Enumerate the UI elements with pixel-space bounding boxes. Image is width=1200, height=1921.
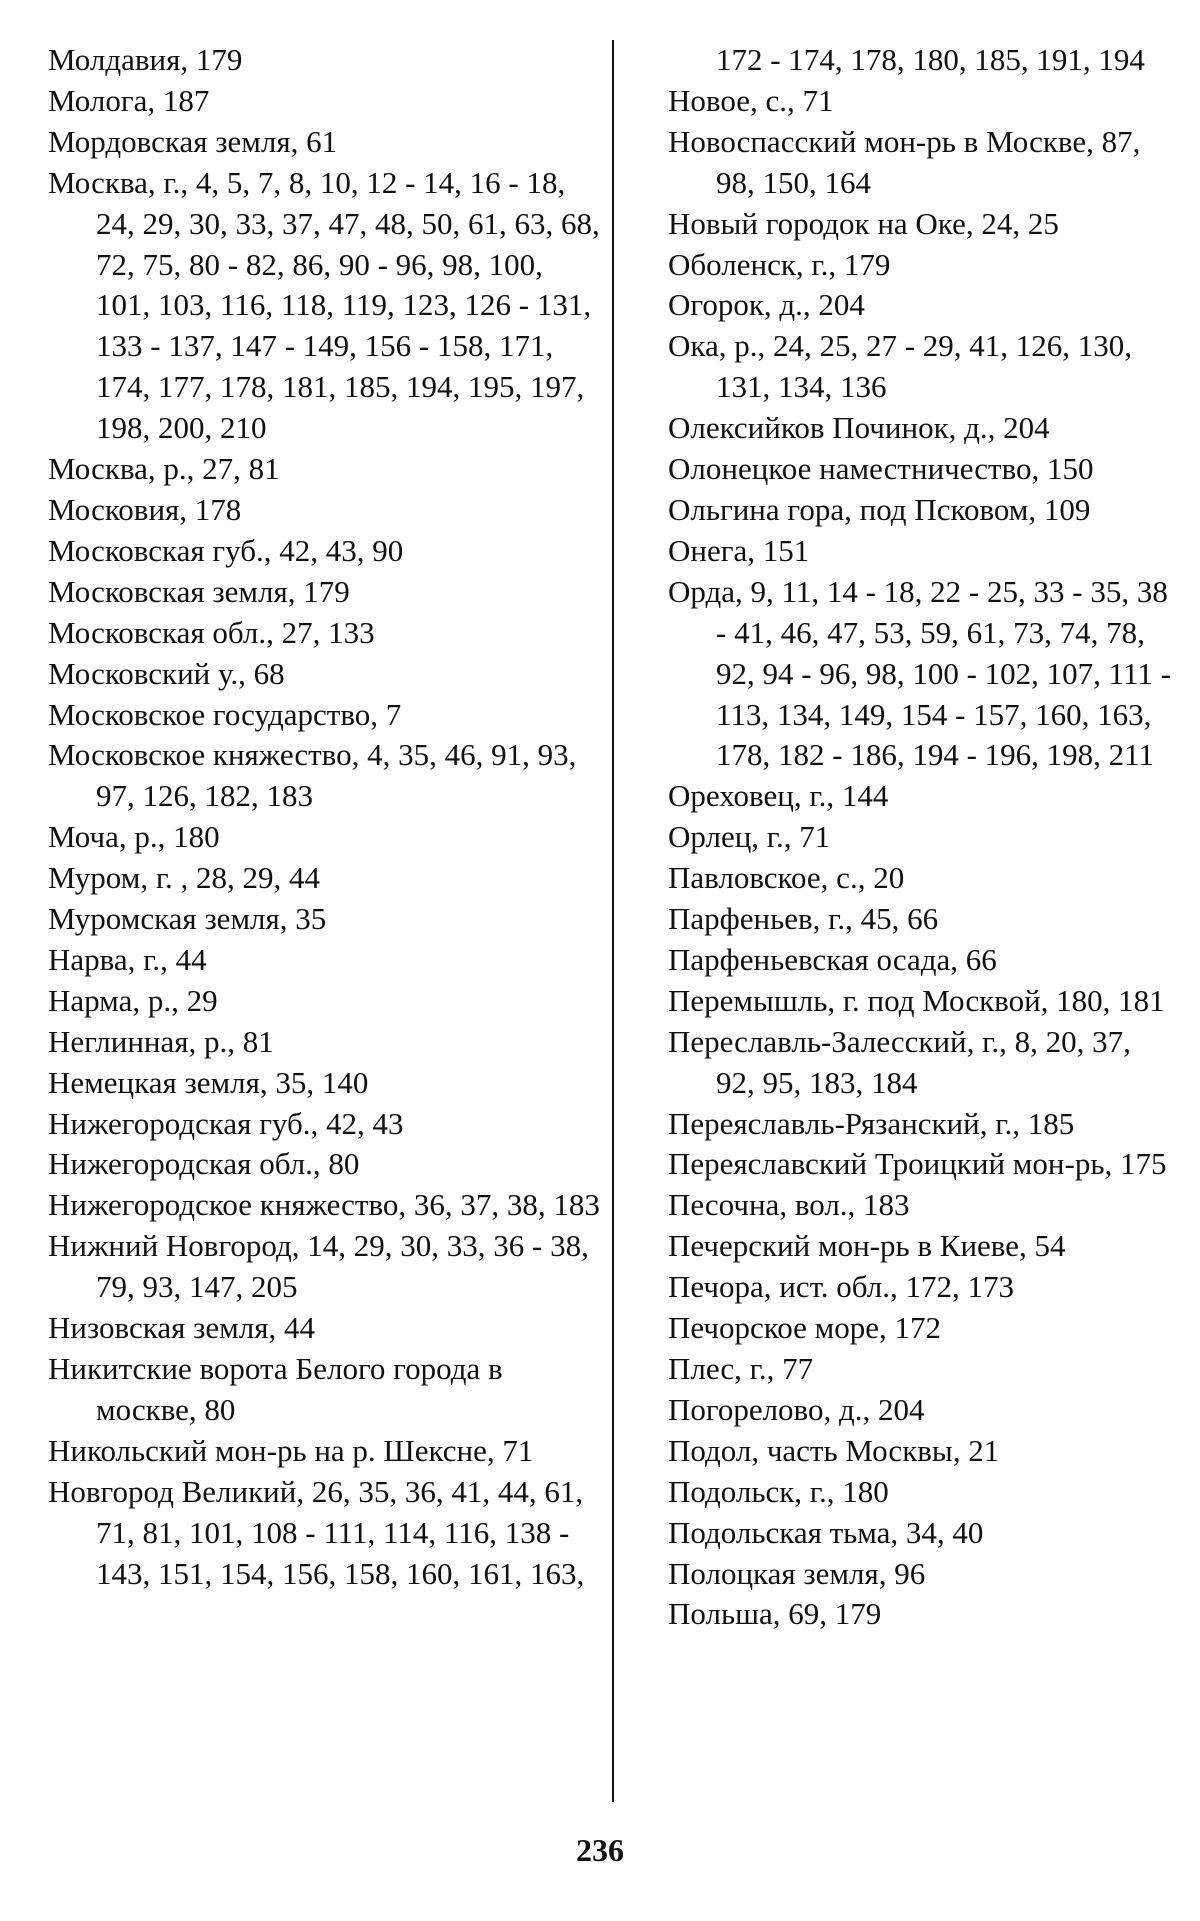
index-entry: Огорок, д., 204: [668, 287, 865, 323]
index-entry: Парфеньевская осада, 66: [668, 941, 997, 977]
index-entry: Польша, 69, 179: [668, 1596, 882, 1632]
index-entry: Печорское море, 172: [668, 1310, 941, 1346]
index-entry: Подольская тьма, 34, 40: [668, 1514, 984, 1550]
index-entry: 172 - 174, 178, 180, 185, 191, 194: [716, 42, 1145, 77]
index-entry: Печерский мон-рь в Киеве, 54: [668, 1228, 1066, 1264]
index-entry: Молдавия, 179: [48, 42, 243, 77]
column-divider: [612, 40, 614, 1802]
index-entry: Олонецкое наместничество, 150: [668, 451, 1094, 487]
index-entry: Московская губ., 42, 43, 90: [48, 532, 404, 568]
index-entry: Подол, часть Москвы, 21: [668, 1432, 1000, 1468]
index-entry: Ока, р., 24, 25, 27 - 29, 41, 126, 130, 131, 134, 136: [668, 328, 1133, 405]
index-entry: Муром, г. , 28, 29, 44: [48, 860, 321, 896]
index-entry: Печора, ист. обл., 172, 173: [668, 1269, 1015, 1305]
index-entry: Новый городок на Оке, 24, 25: [668, 205, 1059, 241]
index-entry: Онега, 151: [668, 532, 810, 568]
index-entry: Подольск, г., 180: [668, 1473, 889, 1509]
index-entry: Московское княжество, 4, 35, 46, 91, 93, 97, 126, 182, 183: [48, 737, 577, 814]
index-entry: Ореховец, г., 144: [668, 778, 889, 814]
index-entry: Московское государство, 7: [48, 696, 402, 732]
index-entry: Молога, 187: [48, 82, 210, 118]
index-entry: Плес, г., 77: [668, 1351, 814, 1386]
index-entry: Московия, 178: [48, 491, 242, 527]
index-entry: Московская обл., 27, 133: [48, 614, 375, 650]
index-entry: Полоцкая земля, 96: [668, 1555, 926, 1591]
index-entry: Олексийков Починок, д., 204: [668, 410, 1050, 446]
index-entry: Погорелово, д., 204: [668, 1391, 925, 1427]
index-entry: Оболенск, г., 179: [668, 246, 891, 282]
index-entry: Немецкая земля, 35, 140: [48, 1064, 369, 1100]
index-entry: Перемышль, г. под Москвой, 180, 181: [668, 982, 1165, 1018]
page-number: 236: [576, 1832, 624, 1868]
index-entry: Нарва, г., 44: [48, 941, 207, 977]
index-entry: Никитские ворота Белого города в москве, 80: [48, 1351, 503, 1427]
index-entry: Муромская земля, 35: [48, 901, 327, 937]
index-entry: Московская земля, 179: [48, 573, 350, 609]
index-entry: Новгород Великий, 26, 35, 36, 41, 44, 61, 71, 81, 101, 108 - 111, 114, 116, 138 - 143, 151, 154, 156, 158, 160, 161, 163,: [48, 1473, 585, 1591]
index-entry: Орлец, г., 71: [668, 819, 831, 855]
index-entry: Московский у., 68: [48, 655, 285, 691]
index-entry: Москва, р., 27, 81: [48, 451, 280, 487]
index-entry: Павловское, с., 20: [668, 860, 905, 896]
index-entry: Мордовская земля, 61: [48, 123, 338, 159]
index-entry: Никольский мон-рь на р. Шексне, 71: [48, 1432, 534, 1468]
index-entry: Переяславль-Рязанский, г., 185: [668, 1105, 1075, 1141]
index-entry: Новое, с., 71: [668, 82, 834, 118]
index-entry: Ольгина гора, под Псковом, 109: [668, 491, 1091, 527]
index-entry: Моча, р., 180: [48, 819, 220, 855]
index-column-right: [668, 40, 1173, 1635]
index-entry: Нижний Новгород, 14, 29, 30, 33, 36 - 38, 79, 93, 147, 205: [48, 1228, 589, 1305]
index-entry: Переяславский Троицкий мон-рь, 175: [668, 1146, 1167, 1182]
index-entry: Орда, 9, 11, 14 - 18, 22 - 25, 33 - 35, 38 - 41, 46, 47, 53, 59, 61, 73, 74, 78, 92, 94 - 96, 98, 100 - 102, 107, 111 - 113, 134, 149, 154 - 157, 160, 163, 178, 182 - 186, 194 - 196, 198, 211: [668, 573, 1171, 773]
index-entry: Нижегородская обл., 80: [48, 1146, 360, 1182]
index-entry: Москва, г., 4, 5, 7, 8, 10, 12 - 14, 16 - 18, 24, 29, 30, 33, 37, 47, 48, 50, 61, 63, 68, 72, 75, 80 - 82, 86, 90 - 96, 98, 100, 101, 103, 116, 118, 119, 123, 126 - 131, 133 - 137, 147 - 149, 156 - 158, 171, 174, 177, 178, 181, 185, 194, 195, 197, 198, 200, 210: [48, 164, 600, 446]
index-entry: Низовская земля, 44: [48, 1310, 315, 1346]
index-entry: Новоспасский мон-рь в Москве, 87, 98, 150, 164: [668, 123, 1141, 200]
index-entry: Нижегородская губ., 42, 43: [48, 1105, 404, 1141]
index-entry: Неглинная, р., 81: [48, 1023, 274, 1059]
index-entry: Парфеньев, г., 45, 66: [668, 901, 939, 937]
index-entry: Песочна, вол., 183: [668, 1187, 910, 1223]
index-entry: Нижегородское княжество, 36, 37, 38, 183: [48, 1187, 600, 1223]
index-entry: Нарма, р., 29: [48, 982, 218, 1018]
index-column-left: [48, 40, 603, 1594]
index-entry: Переславль-Залесский, г., 8, 20, 37, 92, 95, 183, 184: [668, 1023, 1131, 1100]
